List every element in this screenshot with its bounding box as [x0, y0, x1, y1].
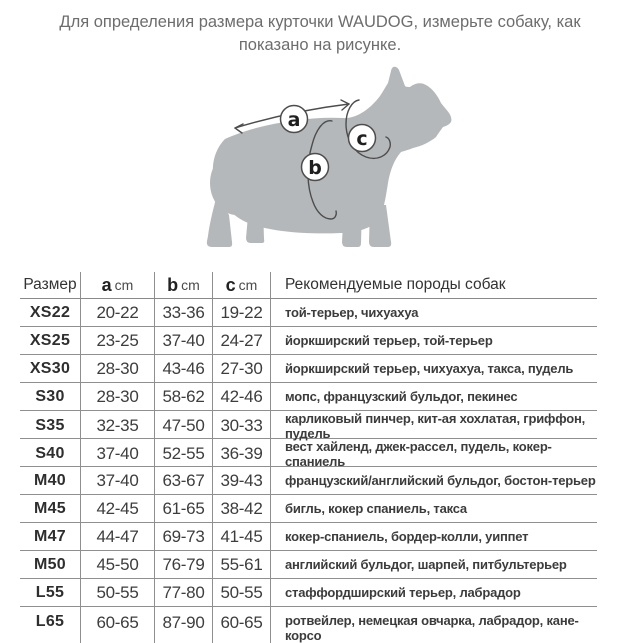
cell-a: 50-55	[81, 579, 155, 606]
cell-c: 27-30	[213, 355, 271, 382]
header-a-unit: cm	[114, 277, 134, 293]
cell-b: 37-40	[155, 327, 213, 354]
cell-c: 55-61	[213, 551, 271, 578]
cell-size: S30	[20, 383, 81, 410]
table-row-M40	[20, 467, 597, 495]
cell-b: 47-50	[155, 411, 213, 441]
cell-a: 37-40	[81, 467, 155, 494]
table-row-M45	[20, 495, 597, 523]
cell-a: 28-30	[81, 383, 155, 410]
header-b-letter: b	[167, 274, 179, 295]
dog-silhouette-icon	[207, 67, 452, 247]
cell-c: 24-27	[213, 327, 271, 354]
header-b-unit: cm	[181, 277, 200, 293]
dog-front-leg-near	[369, 205, 391, 247]
dog-measurement-svg	[185, 55, 465, 255]
table-row-L65	[20, 607, 597, 641]
cell-a: 23-25	[81, 327, 155, 354]
cell-c: 19-22	[213, 299, 271, 326]
arrowhead-left-icon	[235, 124, 243, 133]
cell-size: L65	[20, 607, 81, 643]
cell-c: 60-65	[213, 607, 271, 643]
cell-a: 45-50	[81, 551, 155, 578]
cell-a: 20-22	[81, 299, 155, 326]
label-b-text: b	[308, 157, 322, 179]
cell-size: XS22	[20, 299, 81, 326]
cell-c: 41-45	[213, 523, 271, 550]
cell-breeds: вест хайленд, джек-рассел, пудель, кокер-спаниель	[285, 439, 552, 469]
header-b-cm	[155, 272, 213, 298]
size-table	[20, 272, 597, 641]
header-breeds: Рекомендуемые породы собак	[285, 276, 506, 293]
cell-c: 39-43	[213, 467, 271, 494]
cell-b: 61-65	[155, 495, 213, 522]
table-row-L55	[20, 579, 597, 607]
page-title	[0, 11, 640, 57]
cell-b: 69-73	[155, 523, 213, 550]
table-row-M50	[20, 551, 597, 579]
cell-c: 30-33	[213, 411, 271, 441]
cell-b: 76-79	[155, 551, 213, 578]
cell-size: XS30	[20, 355, 81, 382]
cell-size: M47	[20, 523, 81, 550]
cell-size: M40	[20, 467, 81, 494]
table-row-S40	[20, 439, 597, 467]
cell-breeds: той-терьер, чихуахуа	[285, 305, 419, 320]
cell-a: 32-35	[81, 411, 155, 441]
cell-a: 60-65	[81, 607, 155, 643]
header-a-cm	[81, 272, 155, 298]
table-row-M47	[20, 523, 597, 551]
header-c-letter: c	[225, 274, 236, 295]
cell-a: 28-30	[81, 355, 155, 382]
cell-breeds: стаффордширский терьер, лабрадор	[285, 585, 521, 600]
table-row-XS22	[20, 299, 597, 327]
table-row-XS30	[20, 355, 597, 383]
cell-size: S40	[20, 439, 81, 469]
cell-breeds: йоркширский терьер, той-терьер	[285, 333, 493, 348]
size-table-body	[20, 299, 597, 641]
header-c-cm	[213, 272, 271, 298]
dog-measurement-figure	[185, 55, 465, 255]
cell-size: M50	[20, 551, 81, 578]
cell-breeds: французский/английский бульдог, бостон-терьер	[285, 473, 596, 488]
cell-c: 36-39	[213, 439, 271, 469]
cell-size: M45	[20, 495, 81, 522]
header-size: Размер	[20, 272, 81, 298]
header-a-letter: a	[101, 274, 112, 295]
header-c-unit: cm	[238, 277, 258, 293]
cell-breeds: бигль, кокер спаниель, такса	[285, 501, 467, 516]
cell-breeds: мопс, французский бульдог, пекинес	[285, 389, 518, 404]
page-title-line-1: Для определения размера курточки WAUDOG, измерьте собаку, как	[59, 13, 581, 31]
cell-b: 63-67	[155, 467, 213, 494]
label-c-text: c	[356, 128, 368, 150]
cell-a: 37-40	[81, 439, 155, 469]
cell-size: L55	[20, 579, 81, 606]
cell-breeds: карликовый пинчер, кит-ая хохлатая, гриффон, пудель	[285, 411, 586, 441]
cell-b: 77-80	[155, 579, 213, 606]
dog-hind-leg-far	[246, 205, 264, 243]
cell-size: XS25	[20, 327, 81, 354]
cell-a: 44-47	[81, 523, 155, 550]
size-table-header-row	[20, 272, 597, 299]
cell-size: S35	[20, 411, 81, 441]
table-row-S30	[20, 383, 597, 411]
cell-b: 87-90	[155, 607, 213, 643]
cell-breeds: йоркширский терьер, чихуахуа, такса, пудель	[285, 361, 574, 376]
cell-breeds: кокер-спаниель, бордер-колли, уиппет	[285, 529, 529, 544]
cell-b: 52-55	[155, 439, 213, 469]
table-row-S35	[20, 411, 597, 439]
cell-breeds: английский бульдог, шарпей, питбультерьер	[285, 557, 567, 572]
cell-c: 42-46	[213, 383, 271, 410]
cell-c: 38-42	[213, 495, 271, 522]
page-title-line-2: показано на рисунке.	[238, 36, 402, 54]
cell-a: 42-45	[81, 495, 155, 522]
cell-b: 33-36	[155, 299, 213, 326]
cell-breeds: ротвейлер, немецкая овчарка, лабрадор, кане-корсо	[285, 613, 579, 643]
dog-front-leg-far	[342, 205, 362, 247]
cell-c: 50-55	[213, 579, 271, 606]
table-row-XS25	[20, 327, 597, 355]
cell-b: 43-46	[155, 355, 213, 382]
label-a-text: a	[287, 109, 301, 131]
cell-b: 58-62	[155, 383, 213, 410]
